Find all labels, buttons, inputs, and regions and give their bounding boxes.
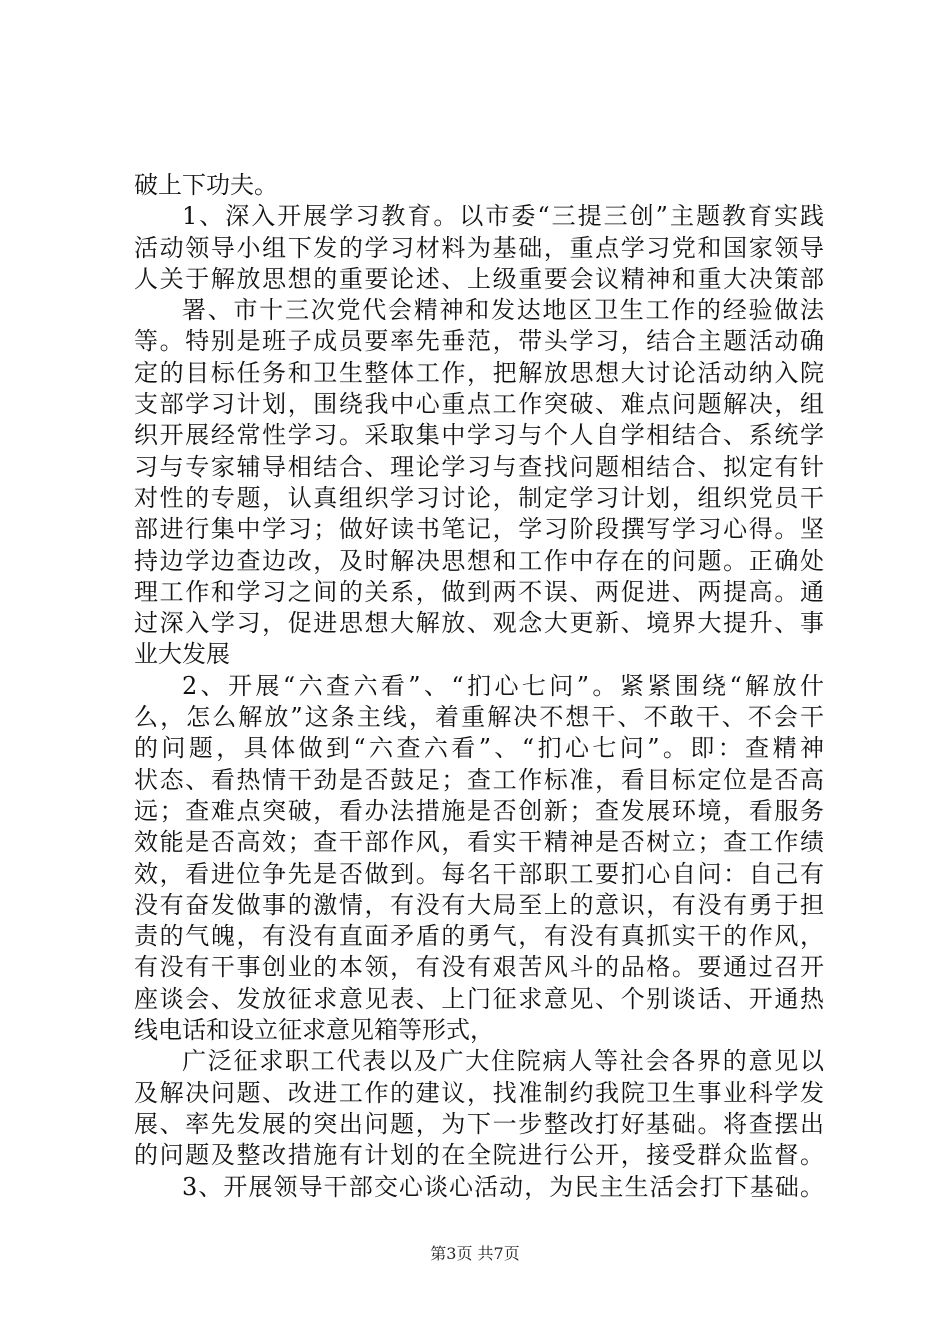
text-line: 效，看进位争先是否做到。每名干部职工要扪心自问：自己有 bbox=[134, 859, 824, 888]
text-line: 支部学习计划，围绕我中心重点工作突破、难点问题解决，组 bbox=[134, 390, 824, 419]
text-line: 定的目标任务和卫生整体工作，把解放思想大讨论活动纳入院 bbox=[134, 358, 824, 387]
text-line: 线电话和设立征求意见箱等形式， bbox=[134, 1016, 494, 1045]
text-line: 状态、看热情干劲是否鼓足；查工作标准，看目标定位是否高 bbox=[134, 765, 824, 794]
body-text bbox=[134, 170, 824, 1203]
text-line: 活动领导小组下发的学习材料为基础，重点学习党和国家领导 bbox=[134, 233, 824, 262]
text-line: 座谈会、发放征求意见表、上门征求意见、个别谈话、开通热 bbox=[134, 984, 824, 1013]
text-line: 破上下功夫。 bbox=[134, 171, 278, 199]
text-line: 织开展经常性学习。采取集中学习与个人自学相结合、系统学 bbox=[134, 421, 824, 450]
text-line: 广泛征求职工代表以及广大住院病人等社会各界的意见以 bbox=[182, 1047, 824, 1076]
text-line: 等。特别是班子成员要率先垂范，带头学习，结合主题活动确 bbox=[134, 327, 824, 356]
text-line: 3、开展领导干部交心谈心活动，为民主生活会打下基础。 bbox=[182, 1172, 824, 1201]
text-line: 远；查难点突破，看办法措施是否创新；查发展环境，看服务 bbox=[134, 796, 824, 825]
text-line: 没有奋发做事的激情，有没有大局至上的意识，有没有勇于担 bbox=[134, 890, 824, 919]
text-line: 对性的专题，认真组织学习讨论，制定学习计划，组织党员干 bbox=[134, 483, 824, 512]
text-line: 习与专家辅导相结合、理论学习与查找问题相结合、拟定有针 bbox=[134, 452, 824, 481]
text-line: 的问题及整改措施有计划的在全院进行公开，接受群众监督。 bbox=[134, 1141, 824, 1170]
text-line: 1、深入开展学习教育。以市委“三提三创”主题教育实践 bbox=[182, 202, 824, 231]
text-line: 部进行集中学习；做好读书笔记，学习阶段撰写学习心得。坚 bbox=[134, 515, 824, 544]
text-line: 人关于解放思想的重要论述、上级重要会议精神和重大决策部 bbox=[134, 264, 824, 293]
text-line: 理工作和学习之间的关系，做到两不误、两促进、两提高。通 bbox=[134, 577, 824, 606]
text-line: 有没有干事创业的本领，有没有艰苦风斗的品格。要通过召开 bbox=[134, 953, 824, 982]
text-line: 过深入学习，促进思想大解放、观念大更新、境界大提升、事 bbox=[134, 609, 824, 638]
text-line: 持边学边查边改，及时解决思想和工作中存在的问题。正确处 bbox=[134, 546, 824, 575]
text-line: 署、市十三次党代会精神和发达地区卫生工作的经验做法 bbox=[182, 296, 824, 325]
text-line: 展、率先发展的突出问题，为下一步整改打好基础。将查摆出 bbox=[134, 1109, 824, 1138]
text-line: 责的气魄，有没有直面矛盾的勇气，有没有真抓实干的作风， bbox=[134, 922, 824, 951]
text-line: 么，怎么解放”这条主线，着重解决不想干、不敢干、不会干 bbox=[134, 703, 824, 732]
text-line: 效能是否高效；查干部作风，看实干精神是否树立；查工作绩 bbox=[134, 828, 824, 857]
page-number-footer: 第3页 共7页 bbox=[430, 1244, 520, 1263]
text-line: 的问题，具体做到“六查六看”、“扪心七问”。即：查精神 bbox=[134, 734, 824, 763]
text-line: 及解决问题、改进工作的建议，找准制约我院卫生事业科学发 bbox=[134, 1078, 824, 1107]
text-line: 2、开展“六查六看”、“扪心七问”。紧紧围绕“解放什 bbox=[182, 671, 824, 700]
text-line: 业大发展 bbox=[134, 640, 230, 669]
